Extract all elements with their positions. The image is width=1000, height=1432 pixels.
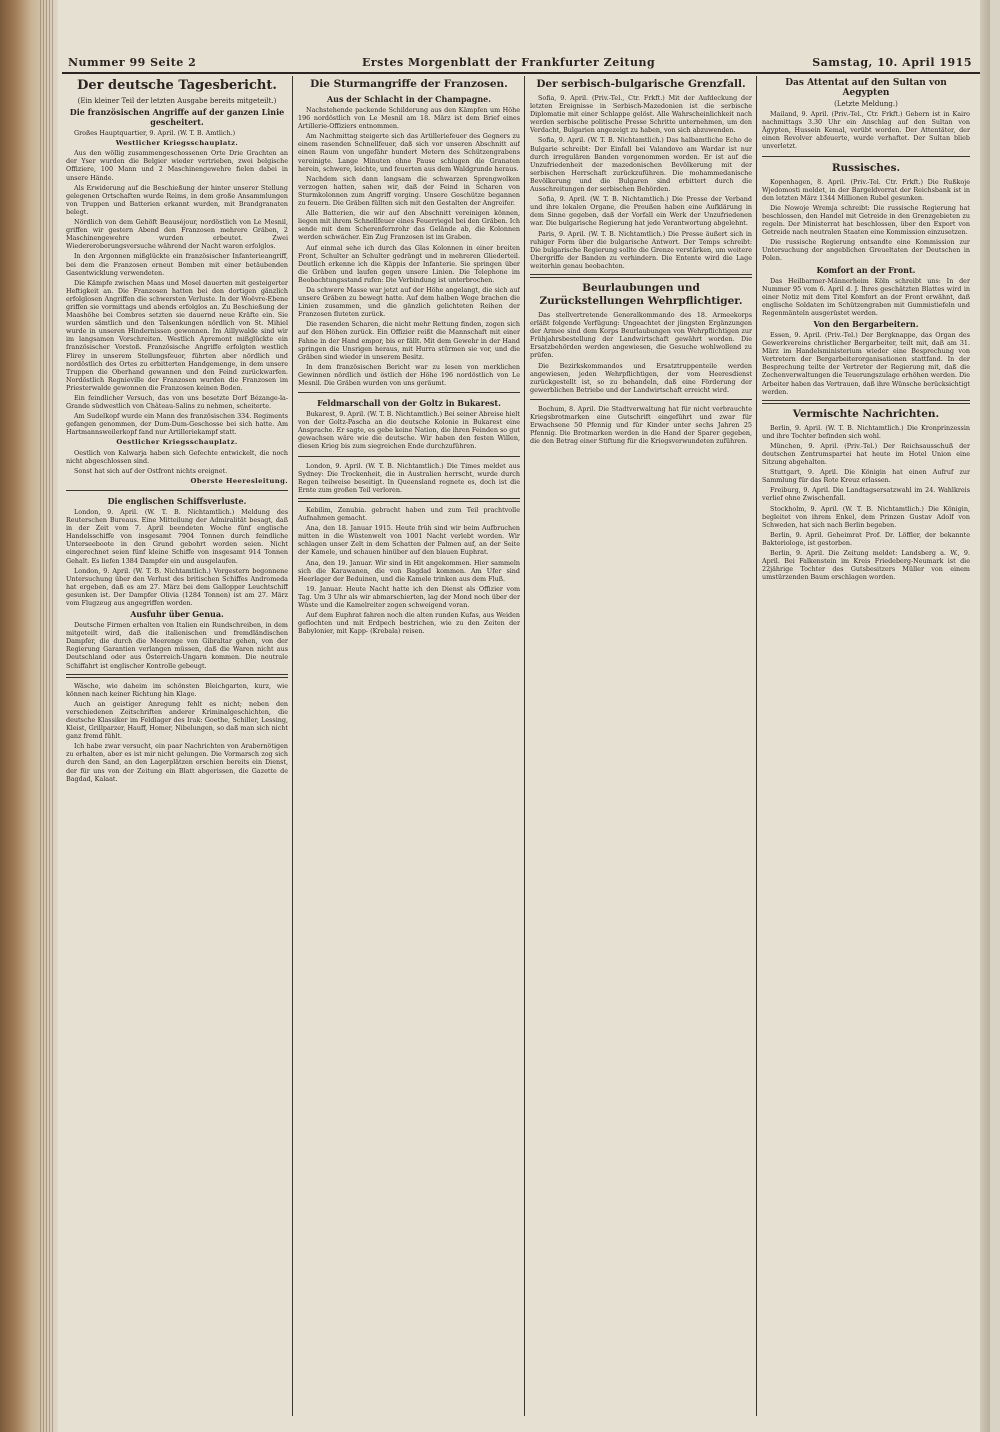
paragraph: Sofia, 9. April. (W. T. B. Nichtamtlich.) Das halbamtliche Echo de Bulgarie schreibt: Der Einfall bei Valandovo am Wardar ist nur durch irregulären Banden vorgenommen worden. Er ist auf die Unzufriedenheit der mazedonischen Bevölkerung mit der serbischen Herrschaft zurückzuführen. Die mohammedanische Bevölkerung und die Bulgaren sind erbittert durch die Ausschreitungen der serbischen Behörden. bbox=[530, 136, 752, 194]
newspaper-page bbox=[58, 0, 990, 1432]
paragraph: Da schwere Masse war jetzt auf der Höhe angelangt, die sich auf unsere Gräben zu bewegt hatte. Auf dem halben Wege brachen die Linien zusammen, und die gänzlich gelichteten Reihen der Franzosen fluteten zurück. bbox=[298, 285, 520, 319]
paragraph: Bochum, 8. April. Die Stadtverwaltung hat für nicht verbrauchte Kriegsbrotmarken eine Gutschrift eingeführt und zwar für Erwachsene 50 Pfennig und für Kinder unter sechs Jahren 25 Pfennig. Die Brotmarken werden in die Hand der Sparer gegeben, die den Betrag einer Stiftung für die Kriegsverwundeten zuführen. bbox=[530, 404, 752, 446]
double-rule bbox=[762, 400, 970, 404]
paragraph: Kopenhagen, 8. April. (Priv.-Tel. Ctr. Frkft.) Die Rußkoje Wjedomosti meldet, in der Bargeldvorrat der Reichsbank ist in den letzten März 1344 Millionen Rubel gesunken. bbox=[762, 177, 970, 202]
divider bbox=[298, 456, 520, 457]
paragraph: Mailand, 9. April. (Priv.-Tel., Ctr. Frkft.) Gebern ist in Kairo nachmittags 3.30 Uhr ein Anschlag auf den Sultan von Ägypten, Hussein Kemal, verübt worden. Der Attentäter, der einen Revolver abfeuerte, wurde verhaftet. Der Sultan blieb unverletzt. bbox=[762, 110, 970, 151]
paragraph: Nachdem sich dann langsam die schwarzen Sprengwolken verzogen hatten, sahen wir, daß der Feind in Scharen von Sturmkolonnen zum Angriff vorging. Unsere Geschütze begannen zu feuern. Die Gräben füllten sich mit den Gestalten der Angreifer. bbox=[298, 174, 520, 208]
column-1 bbox=[66, 76, 288, 1416]
attentat-title: Das Attentat auf den Sultan von Aegypten bbox=[785, 78, 947, 98]
tagesbericht-note: (Ein kleiner Teil der letzten Ausgabe bereits mitgeteilt.) bbox=[77, 97, 277, 105]
paragraph: Berlin, 9. April. (W. T. B. Nichtamtlich.) Die Kronprinzessin und ihre Tochter befinden sich wohl. bbox=[762, 423, 970, 440]
column-rule bbox=[524, 76, 525, 1416]
paragraph: Sofia, 9. April. (W. T. B. Nichtamtlich.) Die Presse der Verband und ihre lokalen Organe, die Preußen haben eine Aufklärung in dem Sinne gegeben, daß der Vorfall ein Werk der Unzufriedenen war. Die bulgarische Regierung hat jede Verantwortung abgelehnt. bbox=[530, 195, 752, 228]
paragraph: München, 9. April. (Priv.-Tel.) Der Reichsausschuß der deutschen Zentrumspartei hat heute im Hotel Union eine Sitzung abgehalten. bbox=[762, 441, 970, 467]
divider bbox=[66, 490, 288, 491]
sturmangriffe-title: Die Sturmangriffe der Franzosen. bbox=[310, 78, 508, 90]
paragraph: Stockholm, 9. April. (W. T. B. Nichtamtlich.) Die Königin, begleitet von ihrem Enkel, dem Prinzen Gustav Adolf von Schweden, hat sich nach Berlin begeben. bbox=[762, 504, 970, 529]
paragraph: London, 9. April. (W. T. B. Nichtamtlich.) Die Times meldet aus Sydney: Die Trockenheit, die in Australien herrscht, wurde durch Regen teilweise beseitigt. In Queensland regnete es, doch ist die Ernte zum großen Teil verloren. bbox=[298, 461, 520, 494]
russisches-title: Russisches. bbox=[831, 161, 901, 174]
paragraph: Deutsche Firmen erhalten von Italien ein Rundschreiben, in dem mitgeteilt wird, daß die italienischen und fremdländischen Dampfer, die durch die Meerenge von Gibraltar gehen, von der Regierung Garantien verlangen müssen, daß die Waren nicht aus Deutschland oder aus Österreich-Ungarn kommen. Die neutrale Schiffahrt ist englischer Kontrolle gebeugt. bbox=[66, 621, 288, 670]
paragraph: Ich habe zwar versucht, ein paar Nachrichten von Arabernötigen zu erhalten, aber es ist mir nicht gelungen. Die Vormarsch zog sich durch den Sand, an den Lagerplätzen erschien bereits ein Dienst, der für uns von der Zeitung ein Blatt abgerissen, die Gazette de Bagdad, Kalaat. bbox=[66, 742, 288, 783]
paragraph: In den Argonnen mißglückte ein französischer Infanterieangriff, bei dem die Franzosen erneut Bomben mit einer betäubenden Gasentwicklung verwendeten. bbox=[66, 252, 288, 277]
paragraph: Ein feindlicher Versuch, das von uns besetzte Dorf Bézange-la-Grande südwestlich von Château-Salins zu nehmen, scheiterte. bbox=[66, 394, 288, 411]
signature: Oberste Heeresleitung. bbox=[190, 476, 288, 485]
paragraph: Die Bezirkskommandos und Ersatztruppenteile werden angewiesen, jeden Wehrpflichtigen, der vom Heeresdienst zurückgestellt ist, so zu behandeln, daß eine Förderung der gewerblichen Betriebe und der Landwirtschaft erreicht wird. bbox=[530, 361, 752, 394]
paragraph: Sonst hat sich auf der Ostfront nichts ereignet. bbox=[74, 466, 228, 475]
goltz-title: Feldmarschall von der Goltz in Bukarest. bbox=[317, 398, 501, 409]
beurlaubungen-title: Beurlaubungen und Zurückstellungen Wehrpflichtiger. bbox=[539, 281, 743, 307]
paragraph: Oestlich von Kalwarja haben sich Gefechte entwickelt, die noch nicht abgeschlossen sind. bbox=[66, 448, 288, 465]
komfort-title: Komfort an der Front. bbox=[816, 264, 916, 275]
paragraph: In dem französischen Bericht war zu lesen von merklichen Gewinnen nördlich und östlich der Höhe 196 nordöstlich von Le Mesnil. Die Gräben wurden von uns geräumt. bbox=[298, 362, 520, 387]
paragraph: Das stellvertretende Generalkommando des 18. Armeekorps erläßt folgende Verfügung: Ungeachtet der jüngsten Ergänzungen der Armee sind dem Korps Beurlaubungen von Wehrpflichtigen zur Frühjahrsbestellung der Landwirtschaft gewährt worden. Die Ersatzbehörden werden angewiesen, die Gesuche wohlwollend zu prüfen. bbox=[530, 310, 752, 360]
header-left: Nummer 99 Seite 2 bbox=[68, 56, 197, 69]
vermischte-title: Vermischte Nachrichten. bbox=[792, 407, 940, 420]
double-rule bbox=[298, 498, 520, 502]
column-rule bbox=[292, 76, 293, 1416]
header-right: Samstag, 10. April 1915 bbox=[812, 56, 972, 69]
section-east: Oestlicher Kriegsschauplatz. bbox=[116, 438, 238, 447]
paragraph: 19. Januar. Heute Nacht hatte ich den Dienst als Offizier vom Tag. Um 3 Uhr als wir abmarschierten, lag der Mond noch über der Wüste und die Kamelreiter zogen schweigend voran. bbox=[298, 584, 520, 609]
paragraph: Ana, den 18. Januar 1915. Heute früh sind wir beim Aufbruchen mitten in die Wüstenwelt von 1001 Nacht verlebt worden. Wir schlagen unser Zelt in dem Schatten der Palmen auf, an der Seite der Kamele, und schauen hinüber auf den blauen Euphrat. bbox=[298, 524, 520, 557]
paragraph: Am Nachmittag steigerte sich das Artilleriefeuer des Gegners zu einem rasenden Schnellfeuer, daß sich vor unseren Abschnitt auf einen Raum von ungefähr hundert Metern des Schützengrabens vereinigte. Lange Minuten ohne Pause schlugen die Granaten herein, schwere, leichte, und feuerten aus dem Waldgrunde heraus. bbox=[298, 132, 520, 173]
dateline: Großes Hauptquartier, 9. April. (W. T. B. Amtlich.) bbox=[74, 129, 236, 138]
paragraph: Ana, den 19. Januar. Wir sind in Hit angekommen. Hier sammeln sich die Karawanen, die von Bagdad kommen. Am Ufer sind Heerlager der Beduinen, und die Kamele trinken aus dem Fluß. bbox=[298, 558, 520, 583]
paragraph: Sofia, 9. April. (Priv.-Tel., Ctr. Frkft.) Mit der Aufdeckung der letzten Ereignisse in Serbisch-Mazedonien ist die serbische Diplomatie mit einer Schlappe gelöst. Alle Wahrscheinlichkeit nach werden serbische politische Presse Schritte unternehmen, um den Verdacht, Bulgarien angezeigt zu haben, von sich abzuwenden. bbox=[530, 94, 752, 135]
paragraph: Kebilim, Zenubia. gebracht haben und zum Teil prachtvolle Aufnahmen gemacht. bbox=[298, 505, 520, 523]
paragraph: Wäsche, wie daheim im schönsten Bleichgarten, kurz, wie können nach keiner Richtung hin Klage. bbox=[66, 681, 288, 698]
binding-edge bbox=[40, 0, 54, 1432]
column-rule bbox=[756, 76, 757, 1416]
grenzfall-title: Der serbisch-bulgarische Grenzfall. bbox=[536, 78, 746, 90]
divider bbox=[762, 156, 970, 157]
paragraph: Das Heilbarmer-Männerheim Köln schreibt uns: In der Nummer 95 vom 6. April d. J. Ihres geschätzten Blattes wird in einer Notiz mit dem Titel Komfort an der Front erwähnt, daß englische Soldaten im Schützengraben mit Gummistiefeln und Regenmänteln ausgerüstet werden. bbox=[762, 276, 970, 317]
paragraph: Paris, 9. April. (W. T. B. Nichtamtlich.) Die Presse äußert sich in ruhiger Form über die bulgarische Antwort. Der Temps schreibt: Die bulgarische Regierung sollte die Grenze verstärken, um weitere Übergriffe der Banden zu verhindern. Die Entente wird die Lage weiterhin genau beobachten. bbox=[530, 229, 752, 270]
paragraph: Die rasenden Scharen, die nicht mehr Rettung finden, zogen sich auf den Höhen zurück. Ein Offizier reißt die Mannschaft mit einer Fahne in der Hand empor, bis er fällt. Mit dem Gewehr in der Hand springen die Unsrigen heraus, mit Hurra stürmen sie vor, und die Gräben sind wieder in unserem Besitz. bbox=[298, 320, 520, 361]
paragraph: Aus den wöllig zusammengeschossenen Orte Drie Grachten an der Yser wurden die Belgier wieder vertrieben, zwei belgische Offiziere, 100 Mann und 2 Maschinengewehre fielen dabei in unsere Hände. bbox=[66, 149, 288, 182]
paragraph: Auch an geistiger Anregung fehlt es nicht; neben den verschiedenen Zeitschriften anderer Kriminalgeschichten, die deutsche Klassiker im Feldlager des Irak: Goethe, Schiller, Lessing, Kleist, Grillparzer, Hauff, Homer, Nibelungen, so daß man sich nicht ganz fremd fühlt. bbox=[66, 699, 288, 741]
column-3 bbox=[530, 76, 752, 1416]
paragraph: Als Erwiderung auf die Beschießung der hinter unserer Stellung gelegenen Ortschaften wurde Reims, in dem große Ansammlungen von Truppen und Batterien erkannt wurden, mit Brandgranaten belegt. bbox=[66, 183, 288, 216]
divider bbox=[298, 392, 520, 393]
paragraph: Berlin, 9. April. Geheimrat Prof. Dr. Löffler, der bekannte Bakteriologe, ist gestorben. bbox=[762, 530, 970, 547]
bergarbeiter-title: Von den Bergarbeitern. bbox=[813, 318, 919, 329]
paragraph: London, 9. April. (W. T. B. Nichtamtlich.) Vorgestern begonnene Untersuchung über den Verlust des britischen Schiffes Andromeda hat ergeben, daß es am 27. März bei dem Gallopper Leuchtschiff gesunken ist. Der Dampfer Olivia (1284 Tonnen) ist am 27. März vom Flugzeug aus angegriffen worden. bbox=[66, 566, 288, 607]
paragraph: Essen, 9. April. (Priv.-Tel.) Der Bergknappe, das Organ des Gewerkvereins christlicher Bergarbeiter, teilt mit, daß am 31. März im Handelsministerium wieder eine Besprechung von Vertretern der Bergarbeiterorganisationen stattfand. In der Besprechung teilte der Vertreter der Regierung mit, daß die Zechenverwaltungen die Teuerungszulage erhöhen werden. Die Arbeiter haben das Vertrauen, daß ihre Wünsche berücksichtigt werden. bbox=[762, 330, 970, 396]
paragraph: Bukarest, 9. April. (W. T. B. Nichtamtlich.) Bei seiner Abreise hielt von der Goltz-Pascha an die deutsche Kolonie in Bukarest eine Ansprache. Er sagte, es gebe keine Nation, die ihren Feinden so gut gewachsen wäre wie die deutsche. Wir haben den festen Willen, diesen Krieg bis zum siegreichen Ende durchzuführen. bbox=[298, 410, 520, 451]
paragraph: Die Nowoje Wremja schreibt: Die russische Regierung hat beschlossen, den Handel mit Getreide in den Grenzgebieten zu regeln. Der Ministerrat hat beschlossen, über den Export von Getreide nach neutralen Staaten eine Kommission einzusetzen. bbox=[762, 203, 970, 237]
paragraph: Alle Batterien, die wir auf den Abschnitt vereinigen können, liegen mit ihrem Schnellfeuer eines Feuerriegel bei den Gräben. Ich sende mit dem Scherenfernrohr das Gelände ab, die Kolonnen werden schwächer. Ein Zug Franzosen ist im Graben. bbox=[298, 209, 520, 242]
double-rule bbox=[66, 674, 288, 678]
paragraph: Die russische Regierung entsandte eine Kommission zur Untersuchung der angeblichen Greueltaten der Deutschen in Polen. bbox=[762, 238, 970, 263]
section-west: Westlicher Kriegsschauplatz. bbox=[115, 139, 239, 148]
column-4 bbox=[762, 76, 970, 1416]
paragraph: Auf einmal sehe ich durch das Glas Kolonnen in einer breiten Front, Schulter an Schulter gedrängt und in mehreren Gliederteil. Deutlich erkenne ich die Käppis der Infanterie. Sie springen über die Gräben und laufen gegen unsere Linien. Die Telephone im Beobachtungsstand rufen: Die Verbindung ist unterbrochen. bbox=[298, 243, 520, 284]
paragraph: Nördlich von dem Gehöft Beauséjour, nordöstlich von Le Mesnil, griffen wir gestern Abend den Franzosen mehrere Gräben, 2 Maschinengewehre wurden erbeutet. Zwei Wiedereroberungsversuche während der Nacht waren erfolglos. bbox=[66, 218, 288, 251]
paragraph: Berlin, 9. April. Die Zeitung meldet: Landsberg a. W., 9. April. Bei Falkenstein im Kreis Friedeberg-Neumark ist die 22jährige Tochter des Gutsbesitzers Müller von einem umstürzenden Baum erschlagen worden. bbox=[762, 549, 970, 582]
column-2 bbox=[298, 76, 520, 1416]
paragraph: Nachstehende packende Schilderung aus den Kämpfen um Höhe 196 nordöstlich von Le Mesnil am 18. März ist dem Brief eines Artillerie-Offiziers entnommen. bbox=[298, 106, 520, 131]
paragraph: Stuttgart, 9. April. Die Königin hat einen Aufruf zur Sammlung für das Rote Kreuz erlassen. bbox=[762, 468, 970, 485]
page-edge bbox=[980, 0, 990, 1432]
genua-title: Ausfuhr über Genua. bbox=[130, 609, 224, 620]
header-center: Erstes Morgenblatt der Frankfurter Zeitung bbox=[362, 56, 656, 69]
divider bbox=[530, 399, 752, 400]
page-header bbox=[62, 52, 982, 74]
double-rule bbox=[530, 274, 752, 278]
paragraph: Auf dem Euphrat fahren noch die alten runden Kufas, aus Weiden geflochten und mit Erdpech bestrichen, wie zu den Zeiten der Babylonier, mit Kapp- (Krebala) reisen. bbox=[298, 611, 520, 636]
schiffsverluste-title: Die englischen Schiffsverluste. bbox=[107, 495, 247, 506]
paragraph: London, 9. April. (W. T. B. Nichtamtlich.) Meldung des Reuterschen Bureaus. Eine Mitteilung der Admiralität besagt, daß in der Zeit vom 7. April beendeten Woche fünf englische Handelsschiffe von insgesamt 7904 Tonnen durch feindliche Unterseeboote in den Grund gebohrt worden seien. Nicht eingerechnet seien fünf kleine Schiffe von insgesamt 914 Tonnen Gehalt. Es liefen 1384 Dampfer ein und ausgelaufen. bbox=[66, 507, 288, 565]
paragraph: Freiburg, 9. April. Die Landtagsersatzwahl im 24. Wahlkreis verlief ohne Zwischenfall. bbox=[762, 486, 970, 503]
sturmangriffe-subtitle: Aus der Schlacht in der Champagne. bbox=[326, 94, 492, 104]
tagesbericht-subtitle: Die französischen Angriffe auf der ganzen Linie gescheitert. bbox=[69, 107, 285, 128]
tagesbericht-title: Der deutsche Tagesbericht. bbox=[77, 78, 277, 93]
paragraph: Am Sudelkopf wurde ein Mann des französischen 334. Regiments gefangen genommen, der Dum-Dum-Geschosse bei sich hatte. Am Hartmannsweilerkopf fand nur Artilleriekampf statt. bbox=[66, 412, 288, 437]
attentat-note: (Letzte Meldung.) bbox=[834, 100, 898, 108]
paragraph: Die Kämpfe zwischen Maas und Mosel dauerten mit gesteigerter Heftigkeit an. Die Franzosen hatten bei den dortigen gänzlich erfolglosen Angriffen die schwersten Verluste. In der Woëvre-Ebene griffen sie vormittags und abends erfolglos an. Zu Beschießung der Maashöhe bei Combres setzten sie dauernd neue Kräfte ein. Sie wurden sämtlich und den Talsenkungen nördlich von St. Mihiel wurde in unseren Hindernissen gewonnen. Im Aillywalde sind wir im langsamen Vorschreiten. Westlich Apremont mißglückte ein französischer Vorstoß. Französische Angriffe erfolgten westlich Flirey in unserem Stellungsfeuer, führten aber nördlich und nordöstlich des Ortes zu erbitterten Handgemenge, in dem unsere Truppen die Oberhand gewannen und den Feind zurückwarfen. Nordöstlich Regnieville der Franzosen wurden die Franzosen im Priesterwalde gewonnen die Franzosen keinen Boden. bbox=[66, 278, 288, 392]
